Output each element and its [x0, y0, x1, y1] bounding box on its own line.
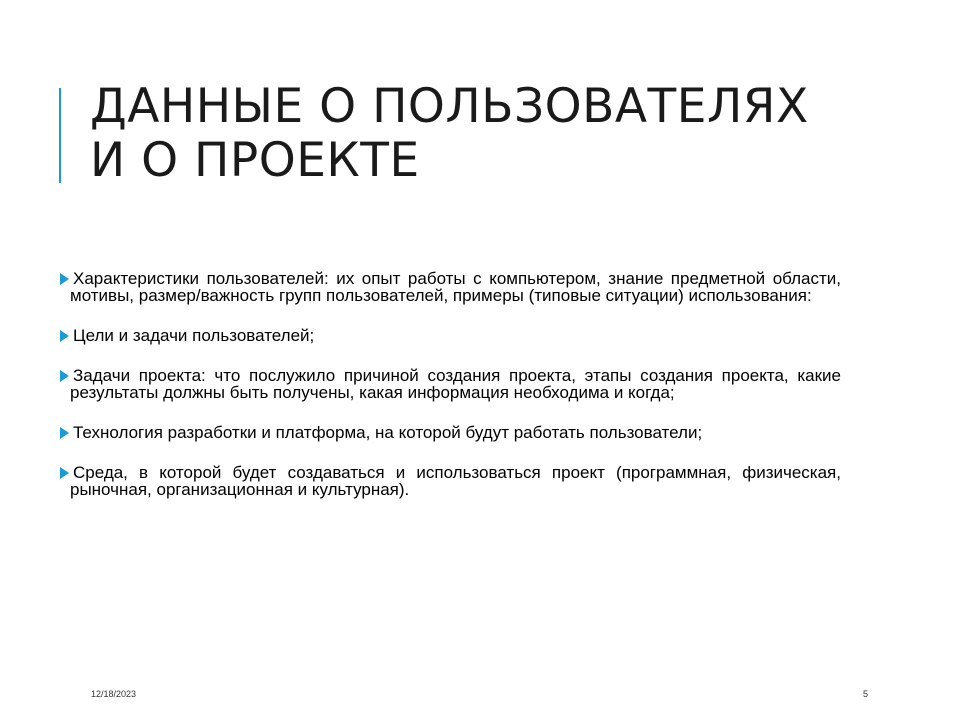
list-item-text: Характеристики пользователей: их опыт работы с компьютером, знание предметной области, мотивы, размер/важность групп пользователей, примеры (типовые ситуации) использования: — [70, 269, 841, 305]
list-item — [60, 464, 841, 498]
title-line-1: ДАННЫЕ О ПОЛЬЗОВАТЕЛЯХ — [90, 79, 809, 134]
footer-date: 12/18/2023 — [91, 689, 137, 699]
arrow-bullet-icon — [60, 427, 69, 439]
arrow-bullet-icon — [60, 330, 69, 342]
list-item — [60, 270, 841, 304]
page-number: 5 — [863, 689, 869, 699]
list-item-text: Технология разработки и платформа, на которой будут работать пользователи; — [73, 423, 703, 442]
list-item — [60, 424, 841, 441]
arrow-bullet-icon — [60, 467, 69, 479]
list-item-text: Среда, в которой будет создаваться и использоваться проект (программная, физическая, рыночная, организационная и культурная). — [70, 463, 841, 499]
arrow-bullet-icon — [60, 370, 69, 382]
list-item-text: Цели и задачи пользователей; — [73, 326, 315, 345]
list-item-text: Задачи проекта: что послужило причиной создания проекта, этапы создания проекта, какие результаты должны быть получены, какая информация необходима и когда; — [70, 366, 841, 402]
bullet-list — [60, 270, 841, 498]
arrow-bullet-icon — [60, 273, 69, 285]
list-item — [60, 367, 841, 401]
title-line-2: И О ПРОЕКТЕ — [90, 133, 420, 188]
slide-title — [90, 80, 910, 188]
title-accent-bar — [59, 88, 61, 183]
list-item — [60, 327, 841, 344]
